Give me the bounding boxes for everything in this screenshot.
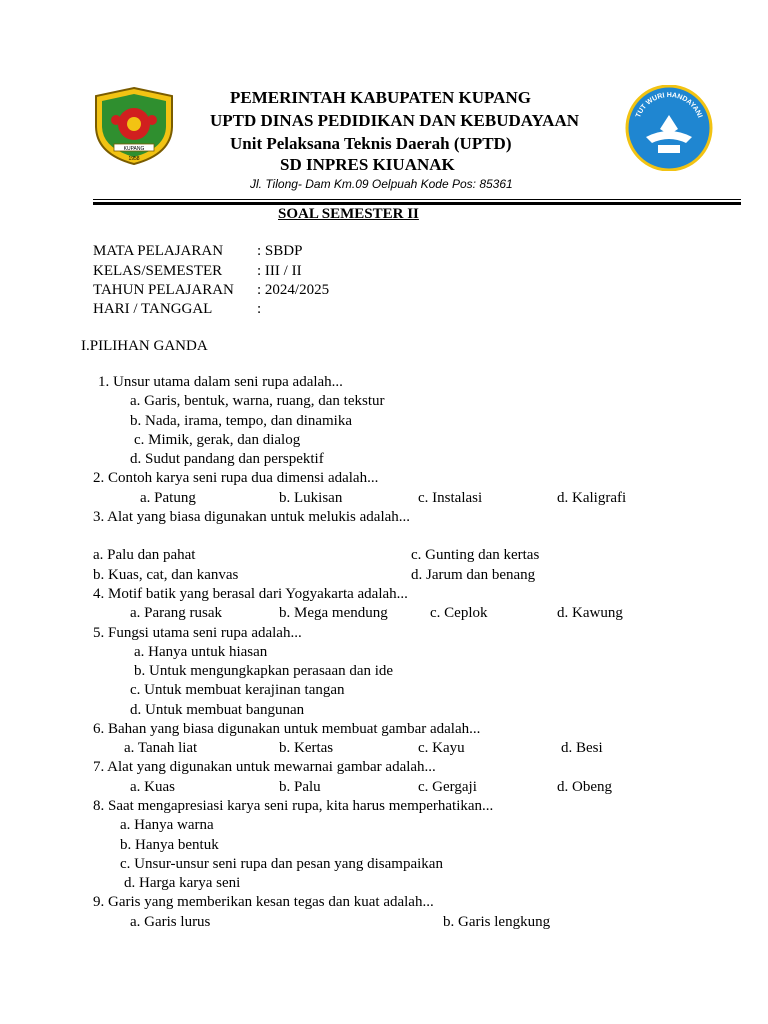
info-value: : [257,301,262,317]
answer-option: c. Mimik, gerak, dan dialog [134,432,301,448]
info-value: : SBDP [257,243,303,259]
header-unit: Unit Pelaksana Teknis Daerah (UPTD) [230,134,512,153]
question-text: 9. Garis yang memberikan kesan tegas dan kuat adalah... [93,894,434,910]
info-label: TAHUN PELAJARAN [93,282,234,298]
answer-option: a. Garis lurus [130,914,211,930]
answer-option: d. Jarum dan benang [411,567,536,583]
question-text: 4. Motif batik yang berasal dari Yogyakarta adalah... [93,586,408,602]
left-logo-banner: KUPANG [123,146,145,152]
section-title: I.PILIHAN GANDA [81,338,208,354]
header-school: SD INPRES KIUANAK [280,155,455,174]
answer-option: d. Kawung [557,605,623,621]
answer-option: b. Lukisan [279,490,343,506]
answer-option: b. Kertas [279,740,334,756]
info-value: : 2024/2025 [257,282,330,298]
answer-option: b. Nada, irama, tempo, dan dinamika [130,413,353,429]
answer-option: a. Patung [140,490,196,506]
answer-option: b. Untuk mengungkapkan perasaan dan ide [134,663,394,679]
header-agency: UPTD DINAS PEDIDIKAN DAN KEBUDAYAAN [210,111,580,130]
answer-option: a. Tanah liat [124,740,198,756]
answer-option: c. Unsur-unsur seni rupa dan pesan yang disampaikan [120,856,443,872]
answer-option: a. Parang rusak [130,605,223,621]
info-value: : III / II [257,263,302,279]
tut-wuri-handayani-logo [624,85,714,171]
question-text: 2. Contoh karya seni rupa dua dimensi adalah... [93,470,379,486]
answer-option: d. Obeng [557,779,612,795]
header-divider-thin [93,199,741,200]
info-label: MATA PELAJARAN [93,243,224,259]
answer-option: b. Mega mendung [279,605,388,621]
answer-option: d. Kaligrafi [557,490,627,506]
answer-option: a. Palu dan pahat [93,547,196,563]
answer-option: b. Palu [279,779,321,795]
answer-option: b. Kuas, cat, dan kanvas [93,567,239,583]
kupang-regency-logo [92,86,176,166]
header-government: PEMERINTAH KABUPATEN KUPANG [230,88,531,107]
question-text: 3. Alat yang biasa digunakan untuk melukis adalah... [93,509,411,525]
answer-option: b. Hanya bentuk [120,837,219,853]
answer-option: a. Kuas [130,779,175,795]
answer-option: d. Sudut pandang dan perspektif [130,451,324,467]
answer-option: b. Garis lengkung [443,914,551,930]
info-label: KELAS/SEMESTER [93,263,223,279]
answer-option: d. Besi [561,740,603,756]
answer-option: c. Ceplok [430,605,488,621]
question-text: 1. Unsur utama dalam seni rupa adalah... [98,374,343,390]
answer-option: c. Gunting dan kertas [411,547,540,563]
answer-option: a. Hanya untuk hiasan [134,644,268,660]
header-address: Jl. Tilong- Dam Km.09 Oelpuah Kode Pos: 85361 [250,177,513,191]
right-logo-text: TUT WURI HANDAYANI [634,91,704,119]
answer-option: d. Harga karya seni [124,875,241,891]
exam-title: SOAL SEMESTER II [278,206,419,222]
question-text: 8. Saat mengapresiasi karya seni rupa, kita harus memperhatikan... [93,798,494,814]
header-divider-thick [93,202,741,205]
answer-option: a. Hanya warna [120,817,214,833]
answer-option: a. Garis, bentuk, warna, ruang, dan tekstur [130,393,385,409]
answer-option: c. Instalasi [418,490,483,506]
question-text: 5. Fungsi utama seni rupa adalah... [93,625,302,641]
answer-option: c. Kayu [418,740,465,756]
answer-option: c. Untuk membuat kerajinan tangan [130,682,345,698]
info-label: HARI / TANGGAL [93,301,213,317]
question-text: 7. Alat yang digunakan untuk mewarnai gambar adalah... [93,759,436,775]
answer-option: c. Gergaji [418,779,477,795]
question-text: 6. Bahan yang biasa digunakan untuk membuat gambar adalah... [93,721,481,737]
left-logo-year: 1958 [128,156,140,162]
answer-option: d. Untuk membuat bangunan [130,702,305,718]
